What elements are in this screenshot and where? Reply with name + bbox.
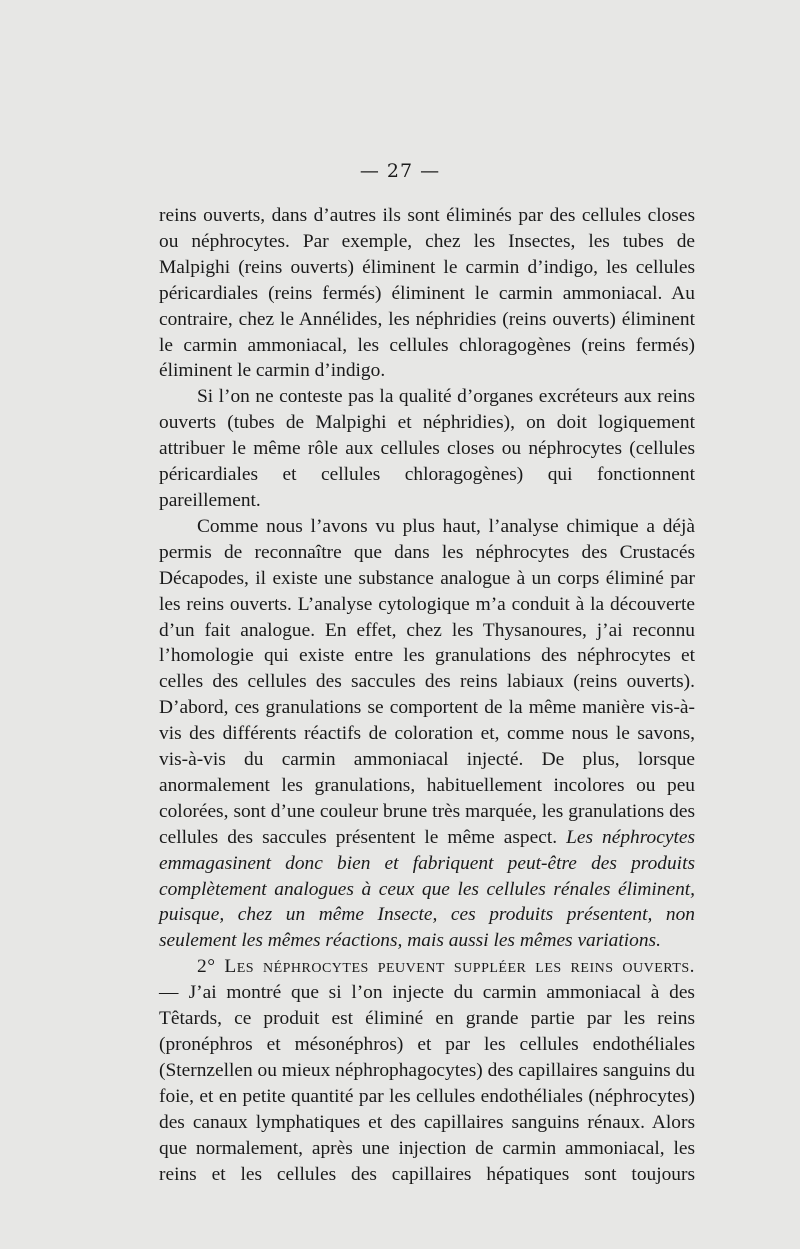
paragraph-3-text: Comme nous l’avons vu plus haut, l’analyse chimique a déjà permis de reconnaître que dans les néphrocytes des Crustacés Décapodes, il existe une substance analogue à un corps éliminé par les reins ouverts. L’analyse cytologique m’a conduit à la découverte d’un fait analogue. En effet, chez les Thysanoures, j’ai reconnu l’homologie qui existe entre les granulations des néphrocytes et celles des cellules des saccules des reins labiaux (reins ouverts). D’abord, ces granulations se comportent de la même manière vis-à-vis des différents réactifs de coloration et, comme nous le savons, vis-à-vis du carmin ammoniacal injecté. De plus, lorsque anormalement les granulations, habituellement incolores ou peu colorées, sont d’une couleur brune très marquée, les granulations des cellules des saccules présentent le même aspect. [159, 515, 695, 848]
paragraph-4 [159, 954, 695, 1187]
paragraph-3-emphasis: Les néphrocytes emmagasinent donc bien et fabriquent peut-être des produits complètement analogues à ceux que les cellules rénales éliminent, puisque, chez un même Insecte, ces produits présentent, non seulement les mêmes réactions, mais aussi les mêmes variations. [159, 826, 695, 952]
page-body [159, 203, 695, 1187]
paragraph-1: reins ouverts, dans d’autres ils sont éliminés par des cellules closes ou néphrocytes. Par exemple, chez les Insectes, les tubes de Malpighi (reins ouverts) éliminent le carmin d’indigo, les cellules péricardiales (reins fermés) éliminent le carmin ammoniacal. Au contraire, chez le Annélides, les néphridies (reins ouverts) éliminent le carmin ammoniacal, les cellules chloragogènes (reins fermés) éliminent le carmin d’indigo. [159, 205, 695, 382]
paragraph-3 [159, 514, 695, 954]
section-heading: 2° Les néphrocytes peuvent suppléer les reins ouverts. — [159, 956, 695, 1004]
page-number: — 27 — [359, 160, 441, 182]
paragraph-4-text: J’ai montré que si l’on injecte du carmin ammoniacal à des Têtards, ce produit est éliminé en grande partie par les reins (pronéphros et mésonéphros) et par les cellules endothéliales (Sternzellen ou mieux néphrophagocytes) des capillaires sanguins du foie, et en petite quantité par les cellules endothéliales (néphrocytes) des canaux lymphatiques et des capillaires sanguins rénaux. Alors que normalement, après une injection de carmin ammoniacal, les reins et les cellules des capillaires hépatiques sont toujours [159, 982, 695, 1185]
paragraph-2: Si l’on ne conteste pas la qualité d’organes excréteurs aux reins ouverts (tubes de Malpighi et néphridies), on doit logiquement attribuer le même rôle aux cellules closes ou néphrocytes (cellules péricardiales et cellules chloragogènes) qui fonctionnent pareillement. [159, 386, 695, 511]
